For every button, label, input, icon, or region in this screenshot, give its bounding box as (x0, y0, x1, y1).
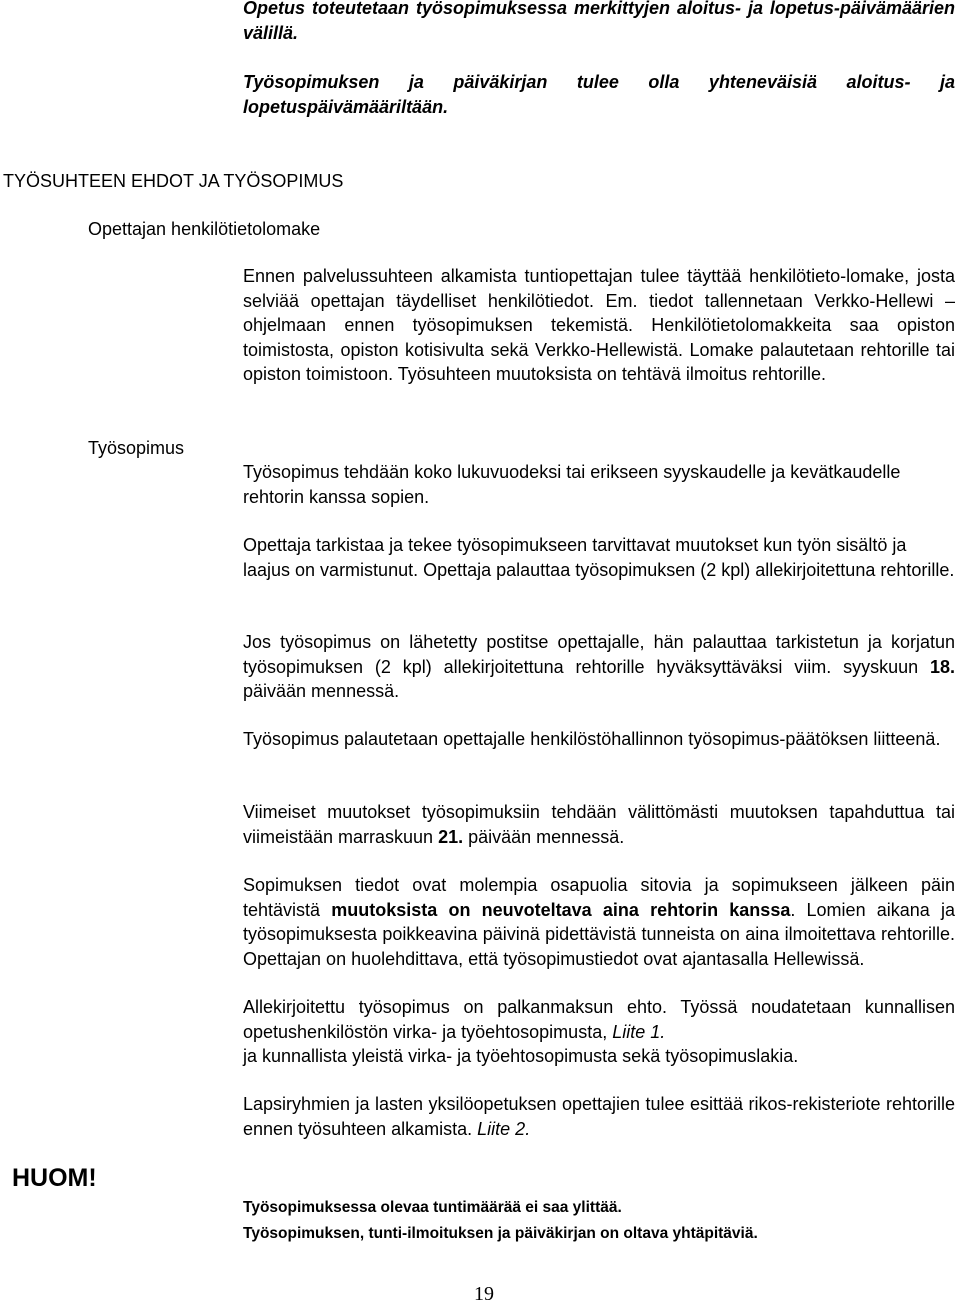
contract-paragraph-1: Työsopimus tehdään koko lukuvuodeksi tai erikseen syyskaudelle ja kevätkaudelle rehtorin kanssa sopien. (243, 462, 901, 507)
contract-paragraph-8: Lapsiryhmien ja lasten yksilöopetuksen opettajien tulee esittää rikos-rekisteriote rehtorille ennen työsuhteen alkamista. Liite 2. (243, 1094, 955, 1139)
contract-paragraph-6: Sopimuksen tiedot ovat molempia osapuolia sitovia ja sopimukseen jälkeen päin tehtävistä muutoksista on neuvoteltava aina rehtorin kanssa. Lomien aikana ja työsopimuksesta poikkeavina päivinä pidettävistä tunneista on aina ilmoitettava rehtorille. Opettajan on huolehdittava, että työsopimustiedot ovat ajantasalla Hellewissä. (243, 875, 956, 969)
sub-heading-contract: Työsopimus (88, 438, 185, 458)
contract-paragraph-4: Työsopimus palautetaan opettajalle henkilöstöhallinnon työsopimus-päätöksen liitteenä. (243, 729, 941, 749)
contract-paragraph-7: Allekirjoitettu työsopimus on palkanmaksun ehto. Työssä noudatetaan kunnallisen opetushenkilöstön virka- ja työehtosopimusta, Liite 1. (243, 997, 955, 1042)
intro-paragraph-1: Opetus toteutetaan työsopimuksessa merkittyjen aloitus- ja lopetus-päivämäärien välillä. (243, 0, 955, 43)
section-heading: TYÖSUHTEEN EHDOT JA TYÖSOPIMUS (3, 171, 344, 191)
huom-line-2: Työsopimuksen, tunti-ilmoituksen ja päiväkirjan on oltava yhtäpitäviä. (243, 1225, 758, 1242)
contract-paragraph-5: Viimeiset muutokset työsopimuksiin tehdään välittömästi muutoksen tapahduttua tai viimeistään marraskuun 21. päivään mennessä. (243, 802, 955, 847)
contract-paragraph-7-line-2: ja kunnallista yleistä virka- ja työehtosopimusta sekä työsopimuslakia. (243, 1046, 799, 1066)
page-number: 19 (474, 1283, 494, 1305)
intro-paragraph-2: Työsopimuksen ja päiväkirjan tulee olla yhteneväisiä aloitus- ja lopetuspäivämääriltään. (243, 72, 955, 117)
contract-paragraph-3: Jos työsopimus on lähetetty postitse opettajalle, hän palauttaa tarkistetun ja korjatun työsopimuksen (2 kpl) allekirjoitettuna rehtorille hyväksyttäväksi viim. syyskuun 18. päivään mennessä. (243, 632, 955, 701)
form-paragraph: Ennen palvelussuhteen alkamista tuntiopettajan tulee täyttää henkilötieto-lomake, josta selviää opettajan täydelliset henkilötiedot. Em. tiedot tallennetaan Verkko-Hellewi –ohjelmaan ennen työsopimuksen tekemistä. Henkilötietolomakkeita saa opiston toimistosta, opiston kotisivulta sekä Verkko-Hellewistä. Lomake palautetaan rehtorille tai opiston toimistoon. Työsuhteen muutoksista on tehtävä ilmoitus rehtorille. (243, 266, 955, 384)
contract-paragraph-2: Opettaja tarkistaa ja tekee työsopimukseen tarvittavat muutokset kun työn sisältö ja laajus on varmistunut. Opettaja palauttaa työsopimuksen (2 kpl) allekirjoitettuna rehtorille. (243, 535, 955, 580)
huom-line-1: Työsopimuksessa olevaa tuntimäärää ei saa ylittää. (243, 1199, 622, 1216)
sub-heading-form: Opettajan henkilötietolomake (88, 219, 321, 239)
huom-label: HUOM! (12, 1164, 97, 1192)
